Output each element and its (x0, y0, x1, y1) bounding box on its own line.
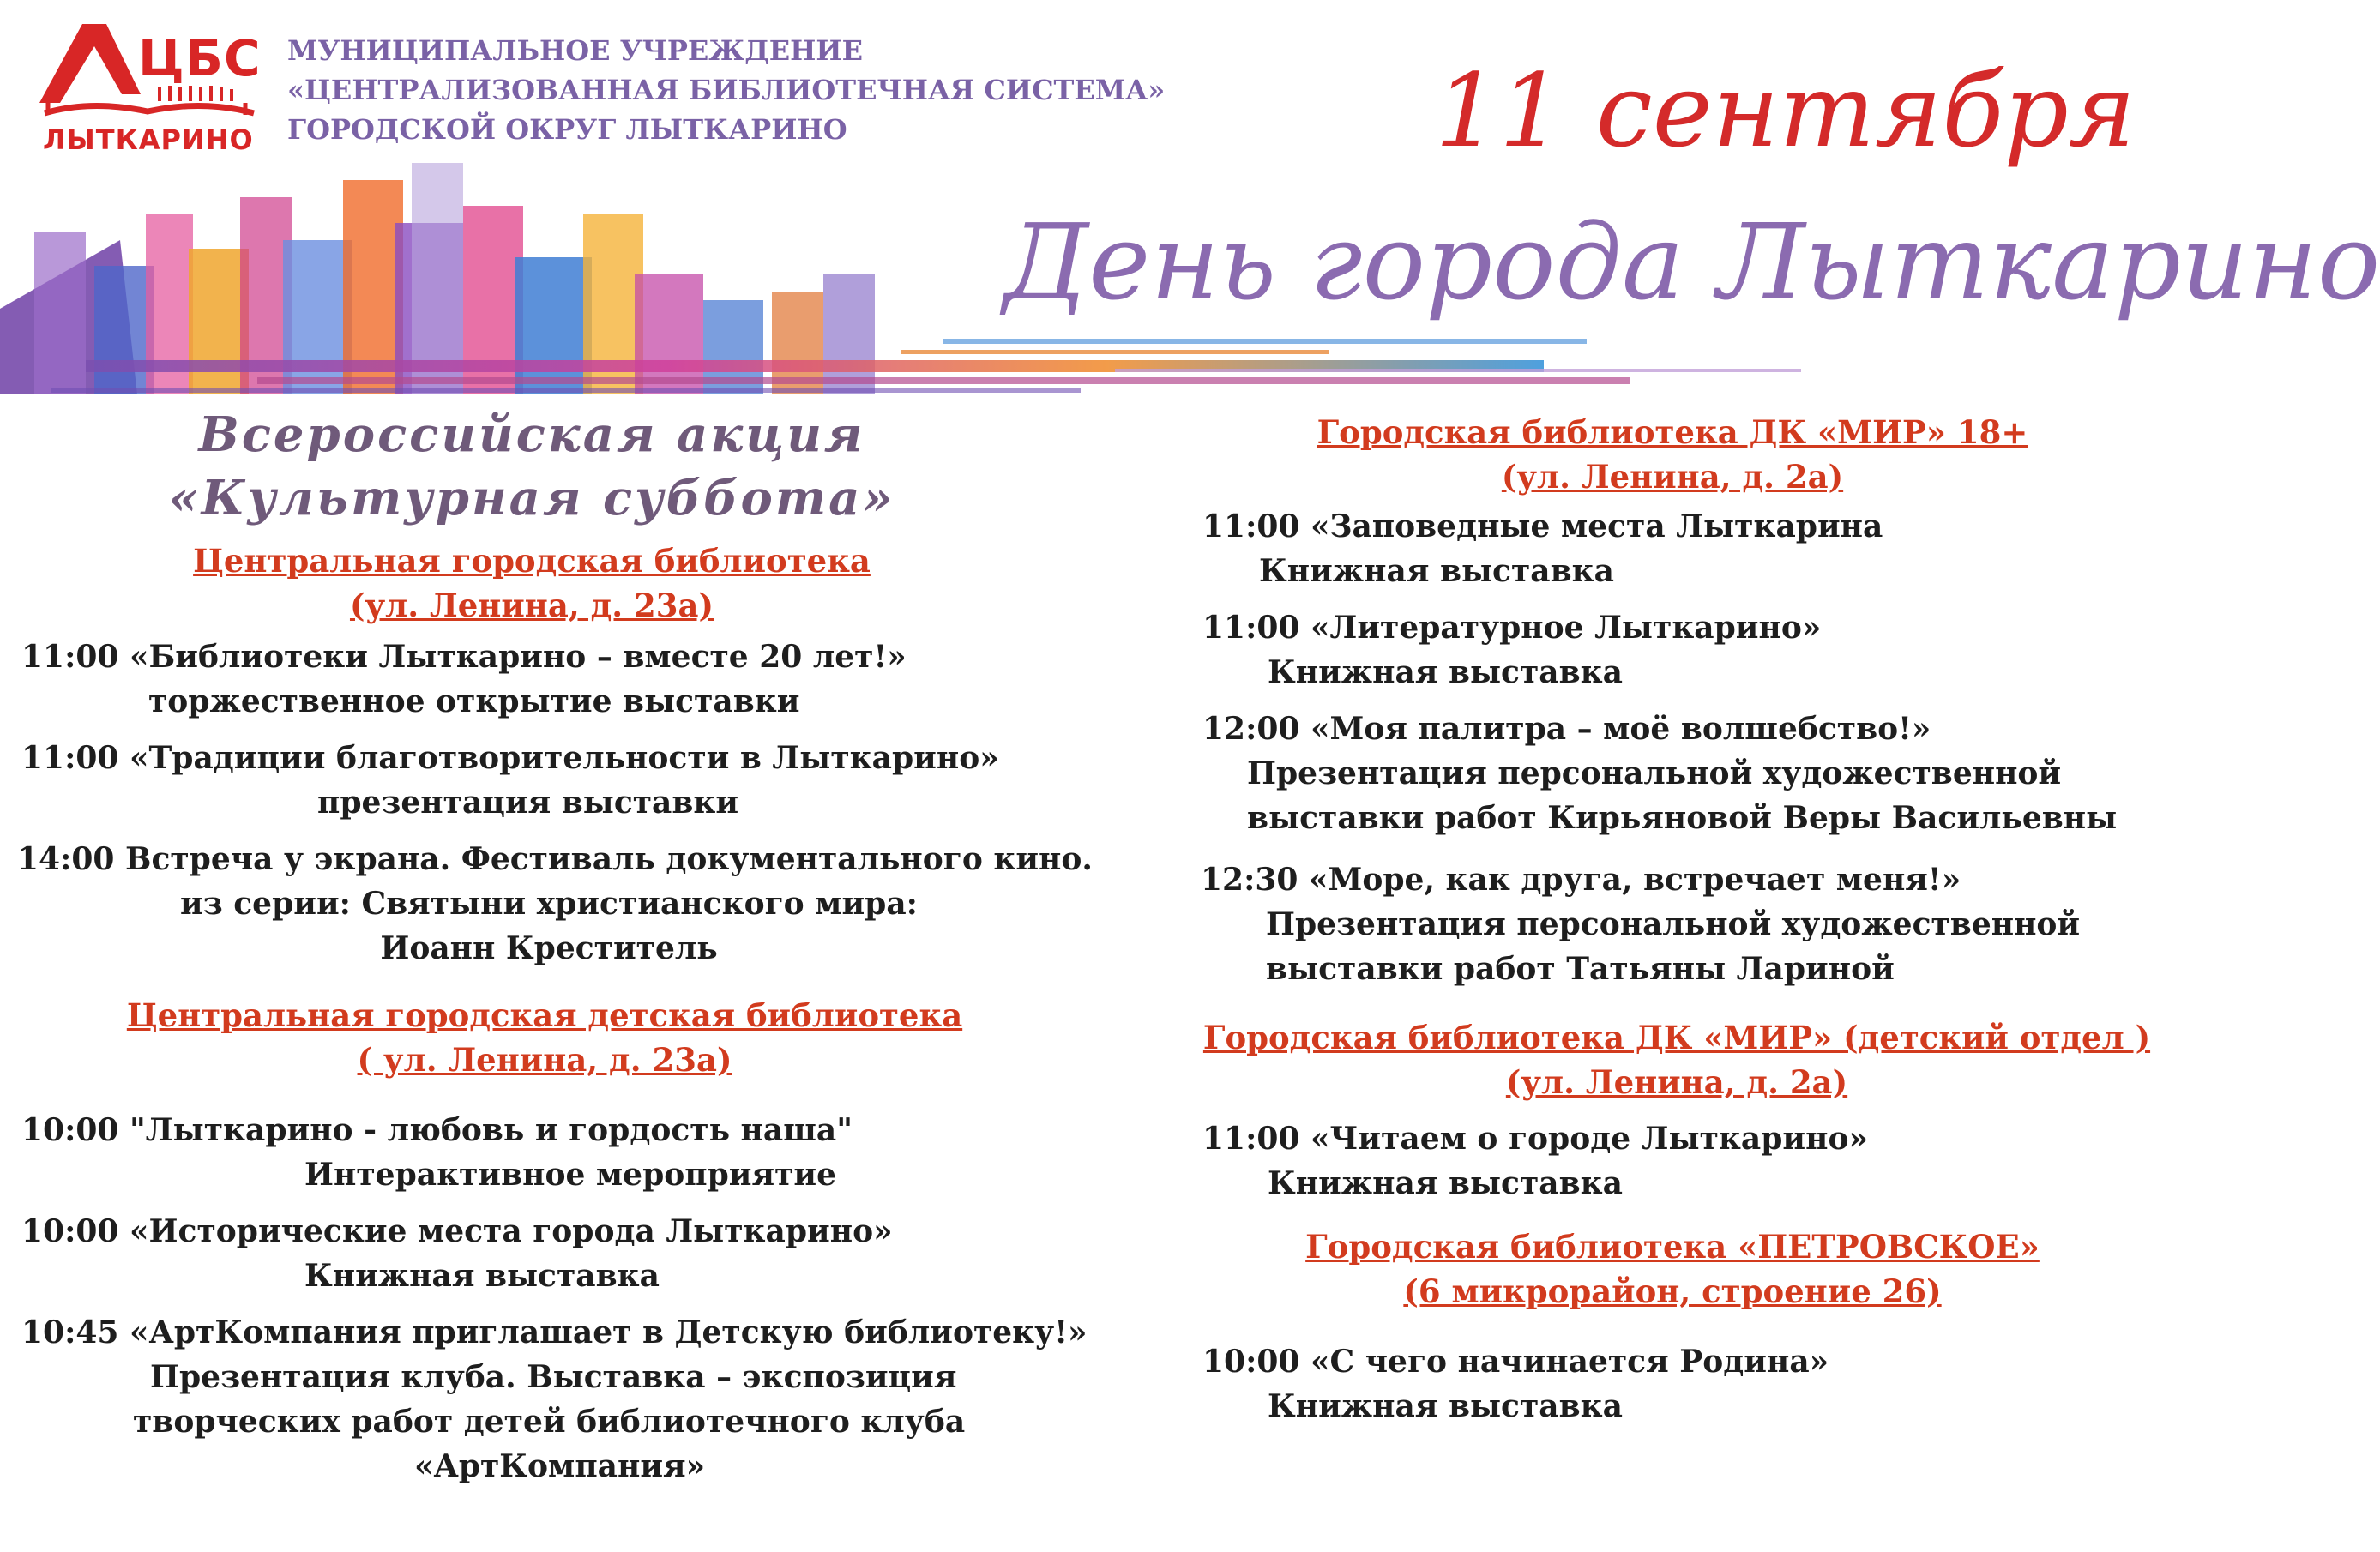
event-item (0, 1310, 1106, 1489)
venue-address: (ул. Ленина, д. 2а) (1505, 1063, 1848, 1101)
event-line: 12:30 «Море, как друга, встречает меня!» (1201, 862, 1961, 898)
venue-name: Городская библиотека «ПЕТРОВСКОЕ» (1305, 1228, 2040, 1266)
event-line: 12:00 «Моя палитра – моё волшебство!» (1202, 711, 1931, 747)
event-item (1175, 1116, 2196, 1206)
event-line: Книжная выставка (304, 1258, 660, 1294)
event-item (1175, 707, 2196, 840)
event-line: выставки работ Татьяны Лариной (1266, 951, 1895, 987)
event-item (1175, 857, 2196, 991)
event-line: 10:00 «С чего начинается Родина» (1202, 1344, 1829, 1380)
event-line: 11:00 «Традиции благотворительности в Лыткарино» (21, 740, 999, 776)
event-line: «АртКомпания» (414, 1448, 706, 1484)
event-item (0, 837, 1093, 971)
logo-abbreviation: ЦБС (138, 29, 262, 87)
venue-address: (ул. Ленина, д. 23а) (349, 587, 714, 624)
left-column (0, 403, 1106, 1489)
event-line: 11:00 «Читаем о городе Лыткарино» (1202, 1121, 1868, 1157)
org-line: «ЦЕНТРАЛИЗОВАННАЯ БИБЛИОТЕЧНАЯ СИСТЕМА» (287, 74, 1166, 106)
event-line: 10:00 «Исторические места города Лыткарино» (21, 1213, 893, 1249)
logo-city: ЛЫТКАРИНО (43, 123, 254, 156)
venue-name: Центральная городская детская библиотека (126, 996, 963, 1034)
event-line: Презентация персональной художественной (1266, 906, 2081, 942)
campaign-line: «Культурная суббота» (168, 470, 895, 526)
event-line: Книжная выставка (1259, 553, 1614, 589)
event-item (0, 635, 1106, 724)
event-line: презентация выставки (317, 785, 739, 821)
event-line: 10:00 "Лыткарино - любовь и гордость наша" (21, 1112, 853, 1148)
campaign-title (0, 403, 1063, 530)
event-item (1175, 605, 2196, 695)
event-line: Презентация персональной художественной (1247, 755, 2062, 791)
event-line: 11:00 «Заповедные места Лыткарина (1202, 508, 1883, 544)
venue-address: (ул. Ленина, д. 2а) (1501, 458, 1844, 496)
venue-address: ( ул. Ленина, д. 23а) (357, 1041, 732, 1079)
event-line: 11:00 «Библиотеки Лыткарино – вместе 20 лет!» (21, 639, 907, 675)
event-line: Иоанн Креститель (380, 930, 718, 966)
event-line: выставки работ Кирьяновой Веры Васильевны (1247, 800, 2118, 836)
event-item (1175, 1339, 2196, 1429)
campaign-line: Всероссийская акция (198, 406, 865, 463)
event-date: 11 сентября (1434, 51, 2136, 170)
event-item (0, 1108, 1106, 1197)
event-title: День города Лыткарино (1003, 202, 2380, 323)
event-item (0, 736, 1106, 825)
event-line: Презентация клуба. Выставка – экспозиция (150, 1359, 957, 1395)
event-line: из серии: Святыни христианского мира: (180, 886, 918, 922)
event-line: 10:45 «АртКомпания приглашает в Детскую библиотеку!» (21, 1314, 1088, 1350)
logo (39, 17, 262, 163)
venue-address: (6 микрорайон, строение 26) (1403, 1272, 1942, 1310)
event-line: творческих работ детей библиотечного клуба (133, 1404, 966, 1440)
right-column (1175, 403, 2196, 1429)
event-line: Книжная выставка (1268, 654, 1623, 690)
event-line: Книжная выставка (1268, 1165, 1623, 1201)
venue-name: Городская библиотека ДК «МИР» 18+ (1317, 413, 2028, 451)
event-line: Интерактивное мероприятие (304, 1157, 836, 1193)
event-item (0, 1209, 1106, 1298)
venue-name: Центральная городская библиотека (193, 542, 871, 580)
event-line: Книжная выставка (1268, 1388, 1623, 1424)
organization-name (287, 31, 1165, 149)
event-line: 11:00 «Литературное Лыткарино» (1202, 610, 1822, 646)
org-line: МУНИЦИПАЛЬНОЕ УЧРЕЖДЕНИЕ (287, 34, 863, 67)
event-line: 14:00 Встреча у экрана. Фестиваль документального кино. (17, 841, 1093, 877)
event-item (1175, 504, 2196, 593)
org-line: ГОРОДСКОЙ ОКРУГ ЛЫТКАРИНО (287, 113, 847, 146)
event-line: торжественное открытие выставки (148, 683, 800, 719)
venue-name: Городская библиотека ДК «МИР» (детский отдел ) (1202, 1019, 2151, 1056)
